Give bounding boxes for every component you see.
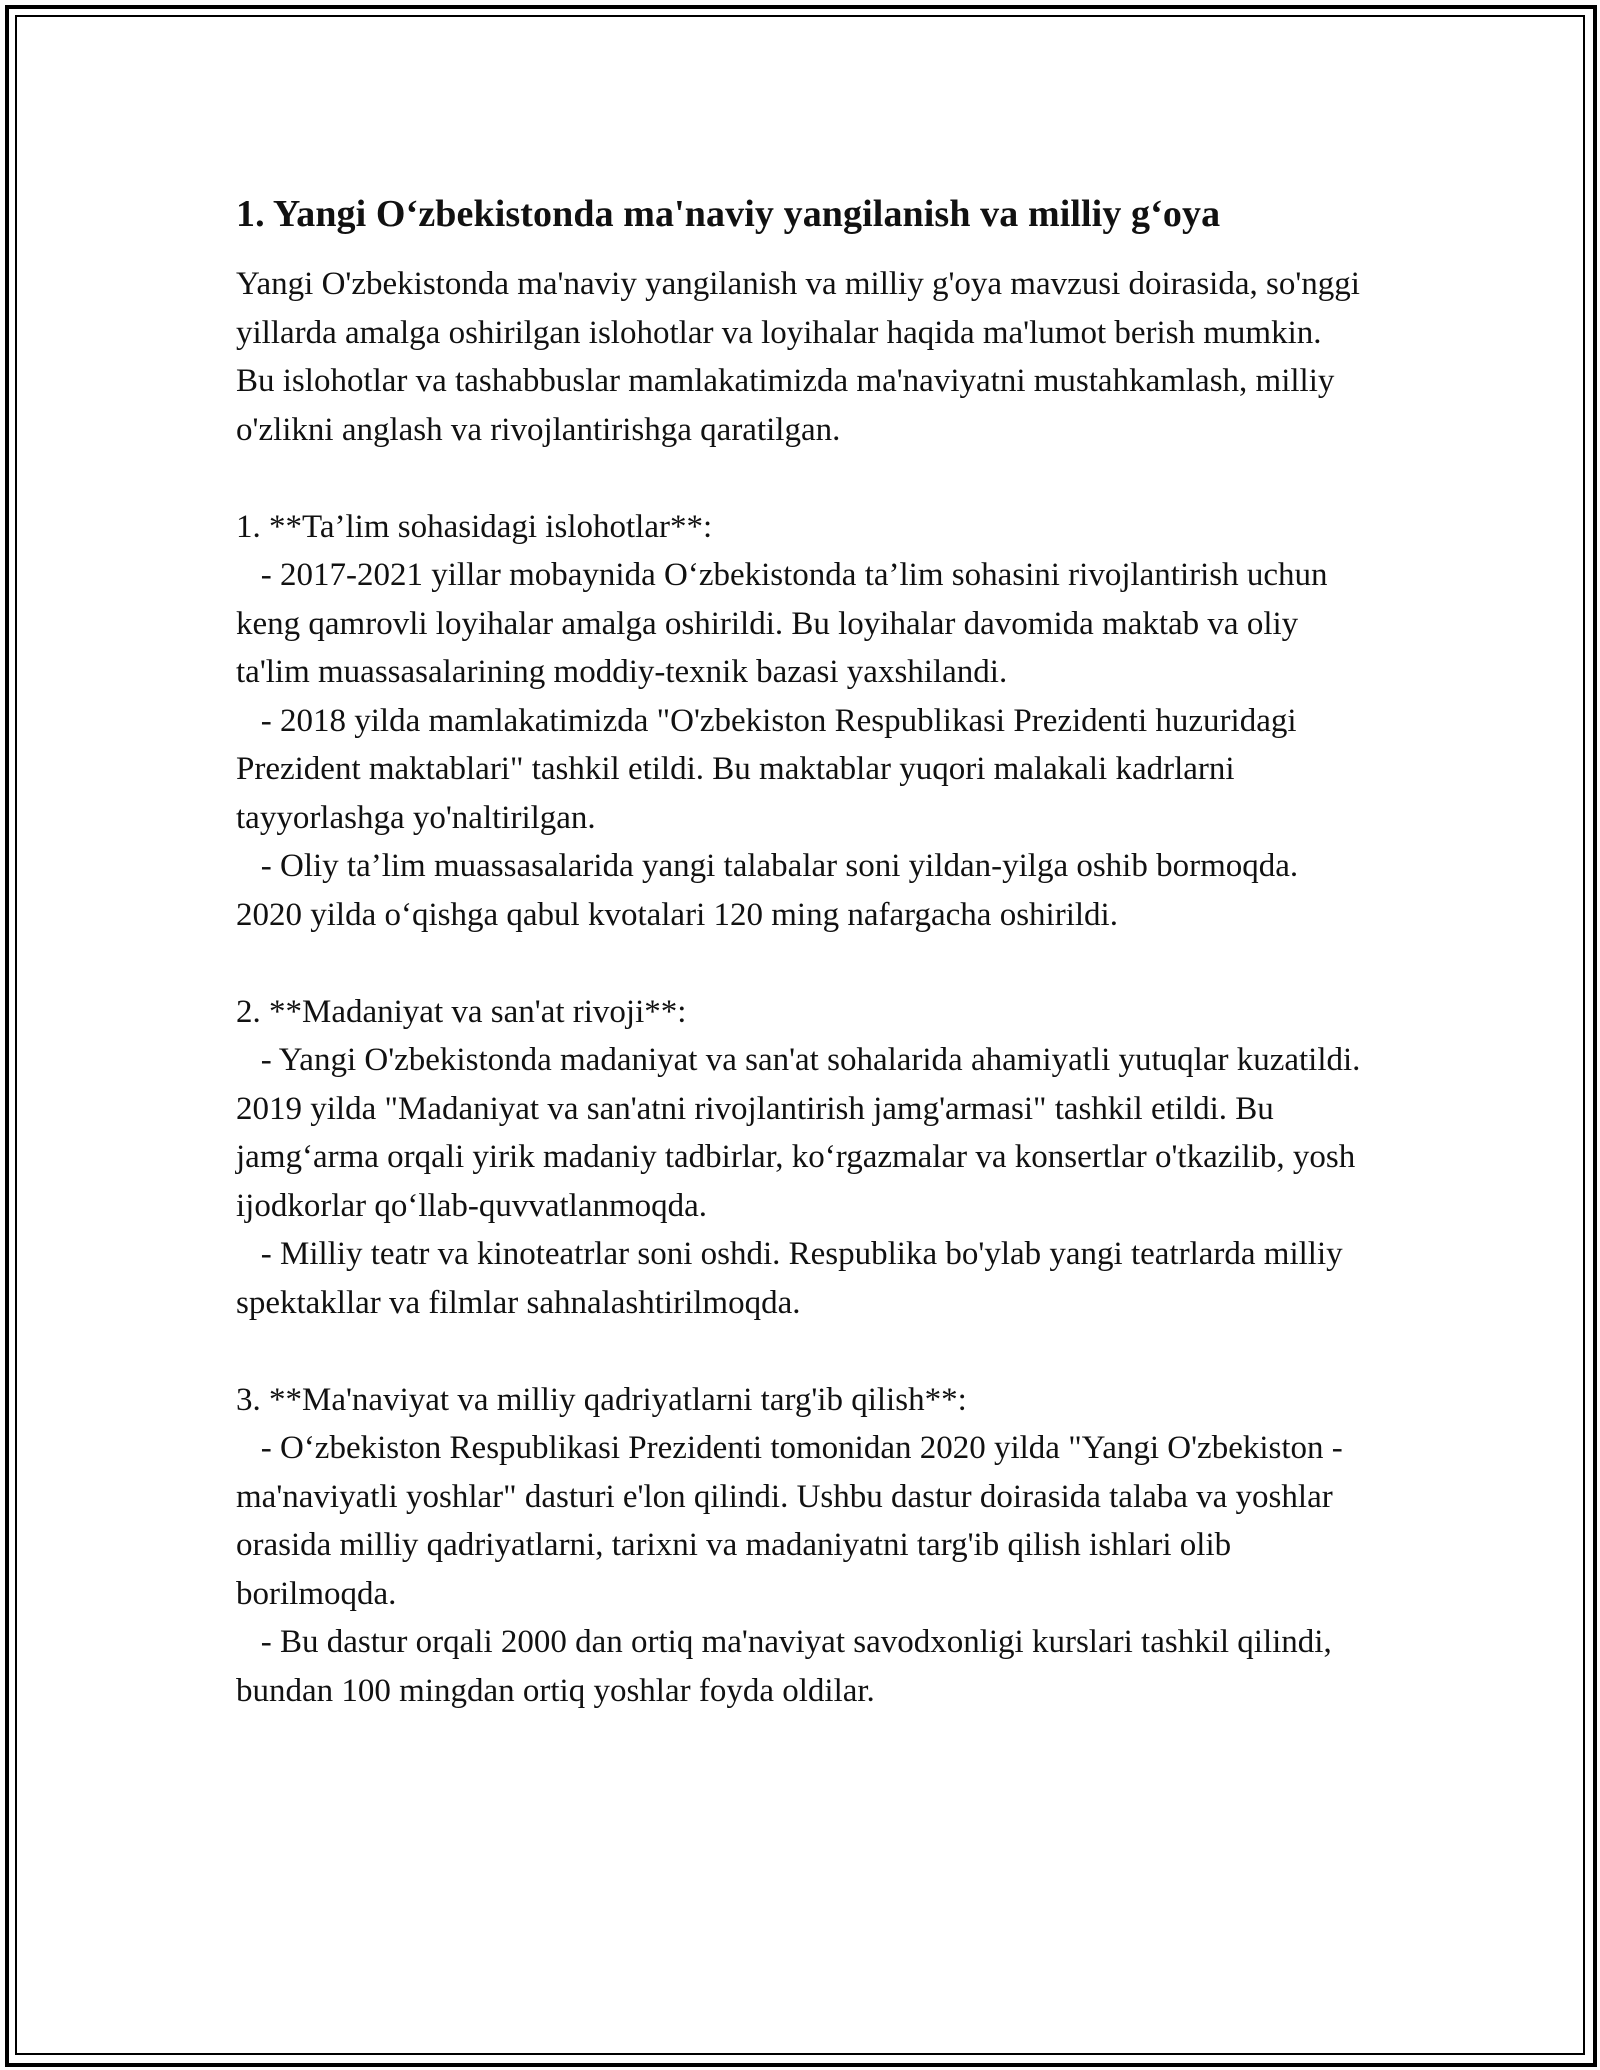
spacer [236, 1327, 1366, 1376]
spacer [236, 939, 1366, 988]
list-item: - 2018 yilda mamlakatimizda "O'zbekiston Respublikasi Prezidenti huzuridagi Prezident maktablari" tashkil etildi. Bu maktablar yuqori malakali kadrlarni tayyorlashga yo'naltirilgan. [236, 702, 1305, 836]
list-item: - 2017-2021 yillar mobaynida O‘zbekistonda ta’lim sohasini rivojlantirish uchun keng qamrovli loyihalar amalga oshirildi. Bu loyihalar davomida maktab va oliy ta'lim muassasalarining moddiy-texnik bazasi yaxshilandi. [236, 557, 1336, 690]
list-item: - Oliy ta’lim muassasalarida yangi talabalar soni yildan-yilga oshib bormoqda. 2020 yilda o‘qishga qabul kvotalari 120 ming nafargacha oshirildi. [236, 848, 1307, 933]
intro-paragraph: Yangi O'zbekistonda ma'naviy yangilanish va milliy g'oya mavzusi doirasida, so'nggi yillarda amalga oshirilgan islohotlar va loyihalar haqida ma'lumot berish mumkin. Bu islohotlar va tashabbuslar mamlakatimizda ma'naviyatni mustahkamlash, milliy o'zlikni anglash va rivojlantirishga qaratilgan. [236, 266, 1369, 448]
section-heading: 3. **Ma'naviyat va milliy qadriyatlarni targ'ib qilish**: [236, 1381, 967, 1418]
section-education [236, 503, 1366, 940]
section-culture [236, 988, 1369, 1328]
section-values [236, 1376, 1366, 1716]
document-title: 1. Yangi O‘zbekistonda ma'naviy yangilanish va milliy g‘oya [236, 193, 1221, 235]
list-item: - Yangi O'zbekistonda madaniyat va san'at sohalarida ahamiyatli yutuqlar kuzatildi. 2019 yilda "Madaniyat va san'atni rivojlantirish jamg'armasi" tashkil etildi. Bu jamg‘arma orqali yirik madaniy tadbirlar, ko‘rgazmalar va konsertlar o'tkazilib, yosh ijodkorlar qo‘llab-quvvatlanmoqda. [236, 1042, 1369, 1224]
list-item: - Bu dastur orqali 2000 dan ortiq ma'naviyat savodxonligi kurslari tashkil qilindi, bundan 100 mingdan ortiq yoshlar foyda oldilar. [236, 1624, 1340, 1709]
list-item: - Milliy teatr va kinoteatrlar soni oshdi. Respublika bo'ylab yangi teatrlarda milliy spektakllar va filmlar sahnalashtirilmoqda. [236, 1236, 1351, 1321]
document-body [236, 186, 1369, 1715]
section-heading: 2. **Madaniyat va san'at rivoji**: [236, 993, 687, 1030]
spacer [236, 454, 1366, 503]
list-item: - O‘zbekiston Respublikasi Prezidenti tomonidan 2020 yilda "Yangi O'zbekiston - ma'naviyatli yoshlar" dasturi e'lon qilindi. Ushbu dastur doirasida talaba va yoshlar orasida milliy qadriyatlarni, tarixni va madaniyatni targ'ib qilish ishlari olib borilmoqda. [236, 1430, 1352, 1612]
section-heading: 1. **Ta’lim sohasidagi islohotlar**: [236, 508, 713, 545]
